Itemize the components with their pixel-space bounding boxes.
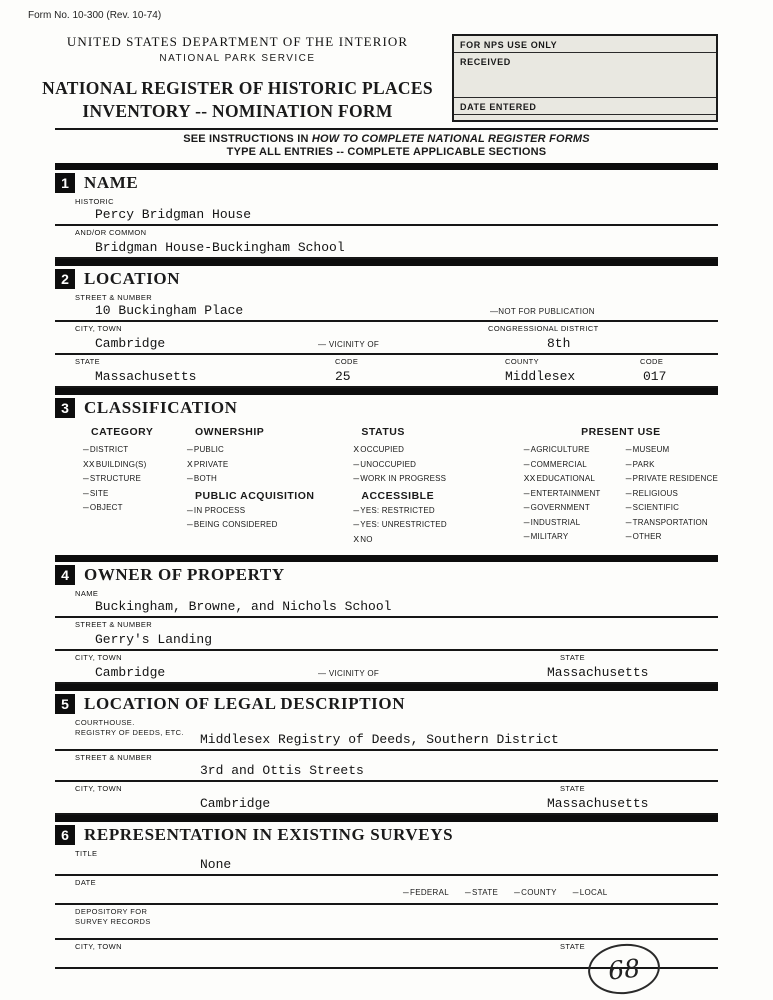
- congressional-district-label: CONGRESSIONAL DISTRICT: [488, 324, 599, 333]
- checkbox-item-work-in-progress: [353, 472, 523, 487]
- checkbox-mark: —: [353, 458, 360, 470]
- checkbox-mark: —: [514, 887, 521, 898]
- survey-title-label: TITLE: [75, 849, 98, 858]
- received-label: RECEIVED: [454, 53, 716, 98]
- congressional-district-value: 8th: [547, 336, 571, 351]
- accessible-header: ACCESSIBLE: [361, 489, 435, 502]
- checkbox-item-federal: [403, 887, 449, 898]
- checkbox-label: UNOCCUPIED: [360, 459, 417, 469]
- date-entered-label: DATE ENTERED: [454, 98, 716, 115]
- checkbox-mark: —: [625, 502, 632, 513]
- present-use-header: PRESENT USE: [581, 426, 661, 438]
- checkbox-label: NO: [360, 534, 373, 544]
- checkbox-label: OTHER: [632, 532, 662, 541]
- checkbox-item-commercial: [524, 458, 626, 473]
- checkbox-label: GOVERNMENT: [530, 503, 590, 512]
- checkbox-label: YES: RESTRICTED: [360, 505, 435, 515]
- handwritten-page-number: 68: [586, 940, 663, 997]
- common-label: AND/OR COMMON: [75, 228, 147, 237]
- form-number: Form No. 10-300 (Rev. 10-74): [28, 10, 162, 21]
- checkbox-mark: —: [625, 444, 632, 455]
- instructions-prefix: SEE INSTRUCTIONS IN: [183, 133, 312, 145]
- section-divider-bar: [55, 684, 718, 691]
- historic-label: HISTORIC: [75, 197, 114, 206]
- checkbox-item-being-considered: [187, 518, 353, 533]
- checkbox-mark: —: [353, 519, 360, 530]
- survey-title-field: [55, 847, 718, 876]
- checkbox-label: PUBLIC: [193, 445, 225, 454]
- checkbox-mark: X: [353, 444, 360, 455]
- instructions-block: [55, 128, 718, 163]
- checkbox-item-object: [83, 501, 187, 516]
- checkbox-mark: —: [83, 473, 89, 484]
- checkbox-item-site: [83, 487, 187, 502]
- checkbox-label: YES: UNRESTRICTED: [360, 520, 447, 529]
- checkbox-mark: —: [523, 502, 530, 513]
- street-label: STREET & NUMBER: [75, 293, 153, 302]
- section5-number: 5: [55, 694, 75, 714]
- checkbox-mark: —: [572, 887, 579, 898]
- checkbox-item-private-residence: [626, 472, 718, 487]
- section2-header: [55, 266, 718, 291]
- section4-number: 4: [55, 565, 75, 585]
- vicinity-of-label: — VICINITY OF: [318, 669, 380, 678]
- section5-header: [55, 691, 718, 716]
- checkbox-item-buildings: [83, 458, 187, 473]
- checkbox-label: BUILDING(S): [95, 459, 147, 469]
- checkbox-mark: —: [625, 458, 632, 470]
- checkbox-label: FEDERAL: [410, 888, 450, 897]
- checkbox-mark: X: [187, 458, 193, 470]
- depository-label-line2: SURVEY RECORDS: [75, 916, 151, 926]
- section1-number: 1: [55, 173, 75, 193]
- survey-state-label: STATE: [560, 942, 586, 951]
- section6-title: REPRESENTATION IN EXISTING SURVEYS: [84, 825, 454, 844]
- checkbox-label: OBJECT: [89, 503, 123, 512]
- section3-header: [55, 395, 718, 420]
- category-header: CATEGORY: [91, 426, 154, 438]
- courthouse-label-line1: COURTHOUSE.: [75, 718, 135, 727]
- courthouse-value: Middlesex Registry of Deeds, Southern District: [200, 732, 559, 747]
- survey-date-label: DATE: [75, 878, 97, 887]
- checkbox-item-state: [465, 887, 498, 898]
- owner-city-label: CITY, TOWN: [75, 653, 122, 662]
- depository-field: [55, 905, 718, 940]
- checkbox-item-yes-restricted: [353, 504, 523, 519]
- checkbox-mark: —: [403, 887, 410, 898]
- section3-number: 3: [55, 398, 75, 418]
- checkbox-mark: —: [187, 473, 193, 484]
- checkbox-label: MUSEUM: [632, 445, 670, 454]
- checkbox-mark: —: [83, 502, 89, 513]
- common-name-value: Bridgman House-Buckingham School: [95, 240, 345, 255]
- owner-state-value: Massachusetts: [547, 665, 649, 680]
- checkbox-item-in-process: [187, 504, 353, 519]
- checkbox-item-park: [626, 458, 718, 473]
- checkbox-label: PRIVATE: [193, 459, 229, 469]
- checkbox-label: STRUCTURE: [89, 474, 142, 483]
- checkbox-label: ENTERTAINMENT: [530, 488, 601, 498]
- city-label: CITY, TOWN: [75, 324, 122, 333]
- checkbox-mark: —: [83, 487, 89, 499]
- location-street-field: [55, 291, 718, 322]
- classification-grid: [55, 420, 718, 555]
- form-title-line1: NATIONAL REGISTER OF HISTORIC PLACES: [42, 78, 433, 98]
- present-use-left-column: [524, 443, 626, 545]
- owner-city-field: [55, 651, 718, 684]
- section4-title: OWNER OF PROPERTY: [84, 565, 285, 584]
- checkbox-mark: X: [353, 533, 360, 545]
- legal-street-value: 3rd and Ottis Streets: [200, 763, 364, 778]
- depository-label: [75, 907, 151, 926]
- nps-box-title: FOR NPS USE ONLY: [454, 36, 716, 53]
- nps-use-only-box: [452, 34, 718, 122]
- checkbox-mark: —: [523, 516, 530, 528]
- checkbox-label: EDUCATIONAL: [536, 474, 596, 483]
- legal-state-value: Massachusetts: [547, 796, 649, 811]
- agency-line: NATIONAL PARK SERVICE: [159, 53, 316, 64]
- form-title-line2: INVENTORY -- NOMINATION FORM: [82, 101, 393, 121]
- county-value: Middlesex: [505, 369, 576, 384]
- owner-state-label: STATE: [560, 653, 586, 662]
- state-code-value: 25: [335, 369, 351, 384]
- survey-level-options: [403, 887, 607, 898]
- checkbox-item-religious: [626, 487, 718, 502]
- checkbox-label: RELIGIOUS: [632, 488, 679, 498]
- street-value: 10 Buckingham Place: [95, 303, 244, 318]
- checkbox-label: MILITARY: [530, 532, 569, 541]
- checkbox-item-entertainment: [524, 487, 626, 502]
- public-acquisition-header: PUBLIC ACQUISITION: [195, 489, 315, 502]
- legal-street-field: [55, 751, 718, 782]
- owner-street-label: STREET & NUMBER: [75, 620, 153, 629]
- checkbox-mark: —: [625, 473, 632, 484]
- owner-name-label: NAME: [75, 589, 99, 598]
- state-code-label: CODE: [335, 357, 359, 366]
- checkbox-mark: —: [625, 531, 632, 542]
- checkbox-mark: —: [187, 519, 193, 530]
- checkbox-item-district: [83, 443, 187, 458]
- checkbox-item-military: [524, 530, 626, 545]
- instructions-line2: TYPE ALL ENTRIES -- COMPLETE APPLICABLE SECTIONS: [226, 146, 547, 158]
- section4-header: [55, 562, 718, 587]
- courthouse-label-line2: REGISTRY OF DEEDS, ETC.: [75, 727, 184, 737]
- historic-name-value: Percy Bridgman House: [95, 207, 252, 222]
- checkbox-mark: —: [625, 516, 632, 528]
- section5-title: LOCATION OF LEGAL DESCRIPTION: [84, 694, 406, 713]
- legal-city-field: [55, 782, 718, 815]
- checkbox-item-transportation: [626, 516, 718, 531]
- checkbox-item-museum: [626, 443, 718, 458]
- checkbox-label: INDUSTRIAL: [530, 517, 581, 527]
- checkbox-label: PRIVATE RESIDENCE: [632, 474, 718, 483]
- checkbox-label: DISTRICT: [89, 445, 129, 454]
- status-column: [353, 426, 523, 547]
- courthouse-label: [75, 718, 184, 737]
- present-use-right-column: [626, 443, 718, 545]
- county-label: COUNTY: [505, 357, 540, 366]
- checkbox-mark: —: [83, 444, 89, 455]
- checkbox-label: WORK IN PROGRESS: [360, 474, 447, 483]
- checkbox-item-both: [187, 472, 353, 487]
- checkbox-item-unoccupied: [353, 458, 523, 473]
- checkbox-item-yes-unrestricted: [353, 518, 523, 533]
- checkbox-mark: —: [523, 458, 530, 470]
- checkbox-mark: —: [353, 504, 360, 516]
- section-divider-bar: [55, 259, 718, 266]
- checkbox-item-local: [573, 887, 608, 898]
- owner-street-field: [55, 618, 718, 651]
- section2-title: LOCATION: [84, 269, 181, 288]
- header-left: [30, 34, 445, 122]
- not-for-publication-label: —NOT FOR PUBLICATION: [490, 307, 595, 316]
- checkbox-label: COUNTY: [521, 888, 557, 897]
- section6-number: 6: [55, 825, 75, 845]
- legal-state-label: STATE: [560, 784, 586, 793]
- instructions-line1: [55, 133, 718, 146]
- checkbox-label: STATE: [472, 888, 499, 897]
- checkbox-item-agriculture: [524, 443, 626, 458]
- county-code-value: 017: [643, 369, 667, 384]
- owner-city-value: Cambridge: [95, 665, 166, 680]
- location-state-field: [55, 355, 718, 388]
- instructions-manual-title: HOW TO COMPLETE NATIONAL REGISTER FORMS: [311, 133, 590, 145]
- county-code-label: CODE: [640, 357, 664, 366]
- section2-number: 2: [55, 269, 75, 289]
- survey-title-value: None: [200, 857, 232, 872]
- checkbox-label: TRANSPORTATION: [632, 517, 708, 527]
- checkbox-item-county: [514, 887, 557, 898]
- legal-city-value: Cambridge: [200, 796, 271, 811]
- owner-street-value: Gerry's Landing: [95, 632, 213, 647]
- checkbox-item-government: [524, 501, 626, 516]
- checkbox-item-scientific: [626, 501, 718, 516]
- section6-header: [55, 822, 718, 847]
- location-city-field: [55, 322, 718, 355]
- section-divider-bar: [55, 815, 718, 822]
- checkbox-label: PARK: [632, 459, 655, 469]
- checkbox-item-educational: [524, 472, 626, 487]
- category-column: [83, 426, 187, 547]
- checkbox-item-structure: [83, 472, 187, 487]
- checkbox-mark: —: [353, 473, 360, 484]
- checkbox-mark: —: [187, 444, 193, 455]
- checkbox-mark: XX: [523, 473, 536, 484]
- section1-header: [55, 170, 718, 195]
- common-name-field: [55, 226, 718, 259]
- checkbox-item-industrial: [524, 516, 626, 531]
- checkbox-label: SCIENTIFIC: [632, 503, 680, 512]
- ownership-header: OWNERSHIP: [195, 426, 265, 438]
- ownership-column: [187, 426, 353, 547]
- courthouse-field: [55, 716, 718, 751]
- checkbox-item-occupied: [353, 443, 523, 458]
- city-value: Cambridge: [95, 336, 166, 351]
- checkbox-mark: —: [523, 444, 530, 455]
- checkbox-item-other: [626, 530, 718, 545]
- state-label: STATE: [75, 357, 101, 366]
- section3-title: CLASSIFICATION: [84, 398, 238, 417]
- status-header: STATUS: [361, 426, 405, 438]
- section-divider-bar: [55, 555, 718, 562]
- legal-city-label: CITY, TOWN: [75, 784, 122, 793]
- checkbox-item-public: [187, 443, 353, 458]
- checkbox-label: BOTH: [193, 474, 217, 483]
- section-divider-bar: [55, 388, 718, 395]
- owner-name-field: [55, 587, 718, 618]
- checkbox-mark: XX: [83, 458, 95, 470]
- checkbox-label: BEING CONSIDERED: [193, 520, 278, 529]
- checkbox-label: AGRICULTURE: [530, 445, 590, 454]
- present-use-column: [524, 426, 718, 547]
- vicinity-of-label: — VICINITY OF: [318, 340, 380, 349]
- checkbox-label: LOCAL: [579, 888, 608, 897]
- owner-name-value: Buckingham, Browne, and Nichols School: [95, 599, 392, 614]
- checkbox-mark: —: [625, 487, 632, 499]
- checkbox-mark: —: [187, 504, 193, 516]
- checkbox-label: COMMERCIAL: [530, 459, 587, 469]
- section1-title: NAME: [84, 173, 139, 192]
- section-divider-bar: [55, 163, 718, 170]
- checkbox-item-no: [353, 533, 523, 548]
- checkbox-mark: —: [523, 487, 530, 499]
- checkbox-item-private: [187, 458, 353, 473]
- checkbox-mark: —: [523, 531, 530, 542]
- depository-label-line1: DEPOSITORY FOR: [75, 907, 148, 916]
- legal-street-label: STREET & NUMBER: [75, 753, 153, 762]
- historic-name-field: [55, 195, 718, 226]
- state-value: Massachusetts: [95, 369, 197, 384]
- checkbox-label: IN PROCESS: [193, 505, 246, 515]
- department-line: UNITED STATES DEPARTMENT OF THE INTERIOR: [66, 34, 409, 49]
- checkbox-label: OCCUPIED: [360, 445, 405, 454]
- survey-city-label: CITY, TOWN: [75, 942, 122, 951]
- checkbox-label: SITE: [89, 488, 109, 498]
- survey-date-field: [55, 876, 718, 905]
- checkbox-mark: —: [465, 887, 472, 898]
